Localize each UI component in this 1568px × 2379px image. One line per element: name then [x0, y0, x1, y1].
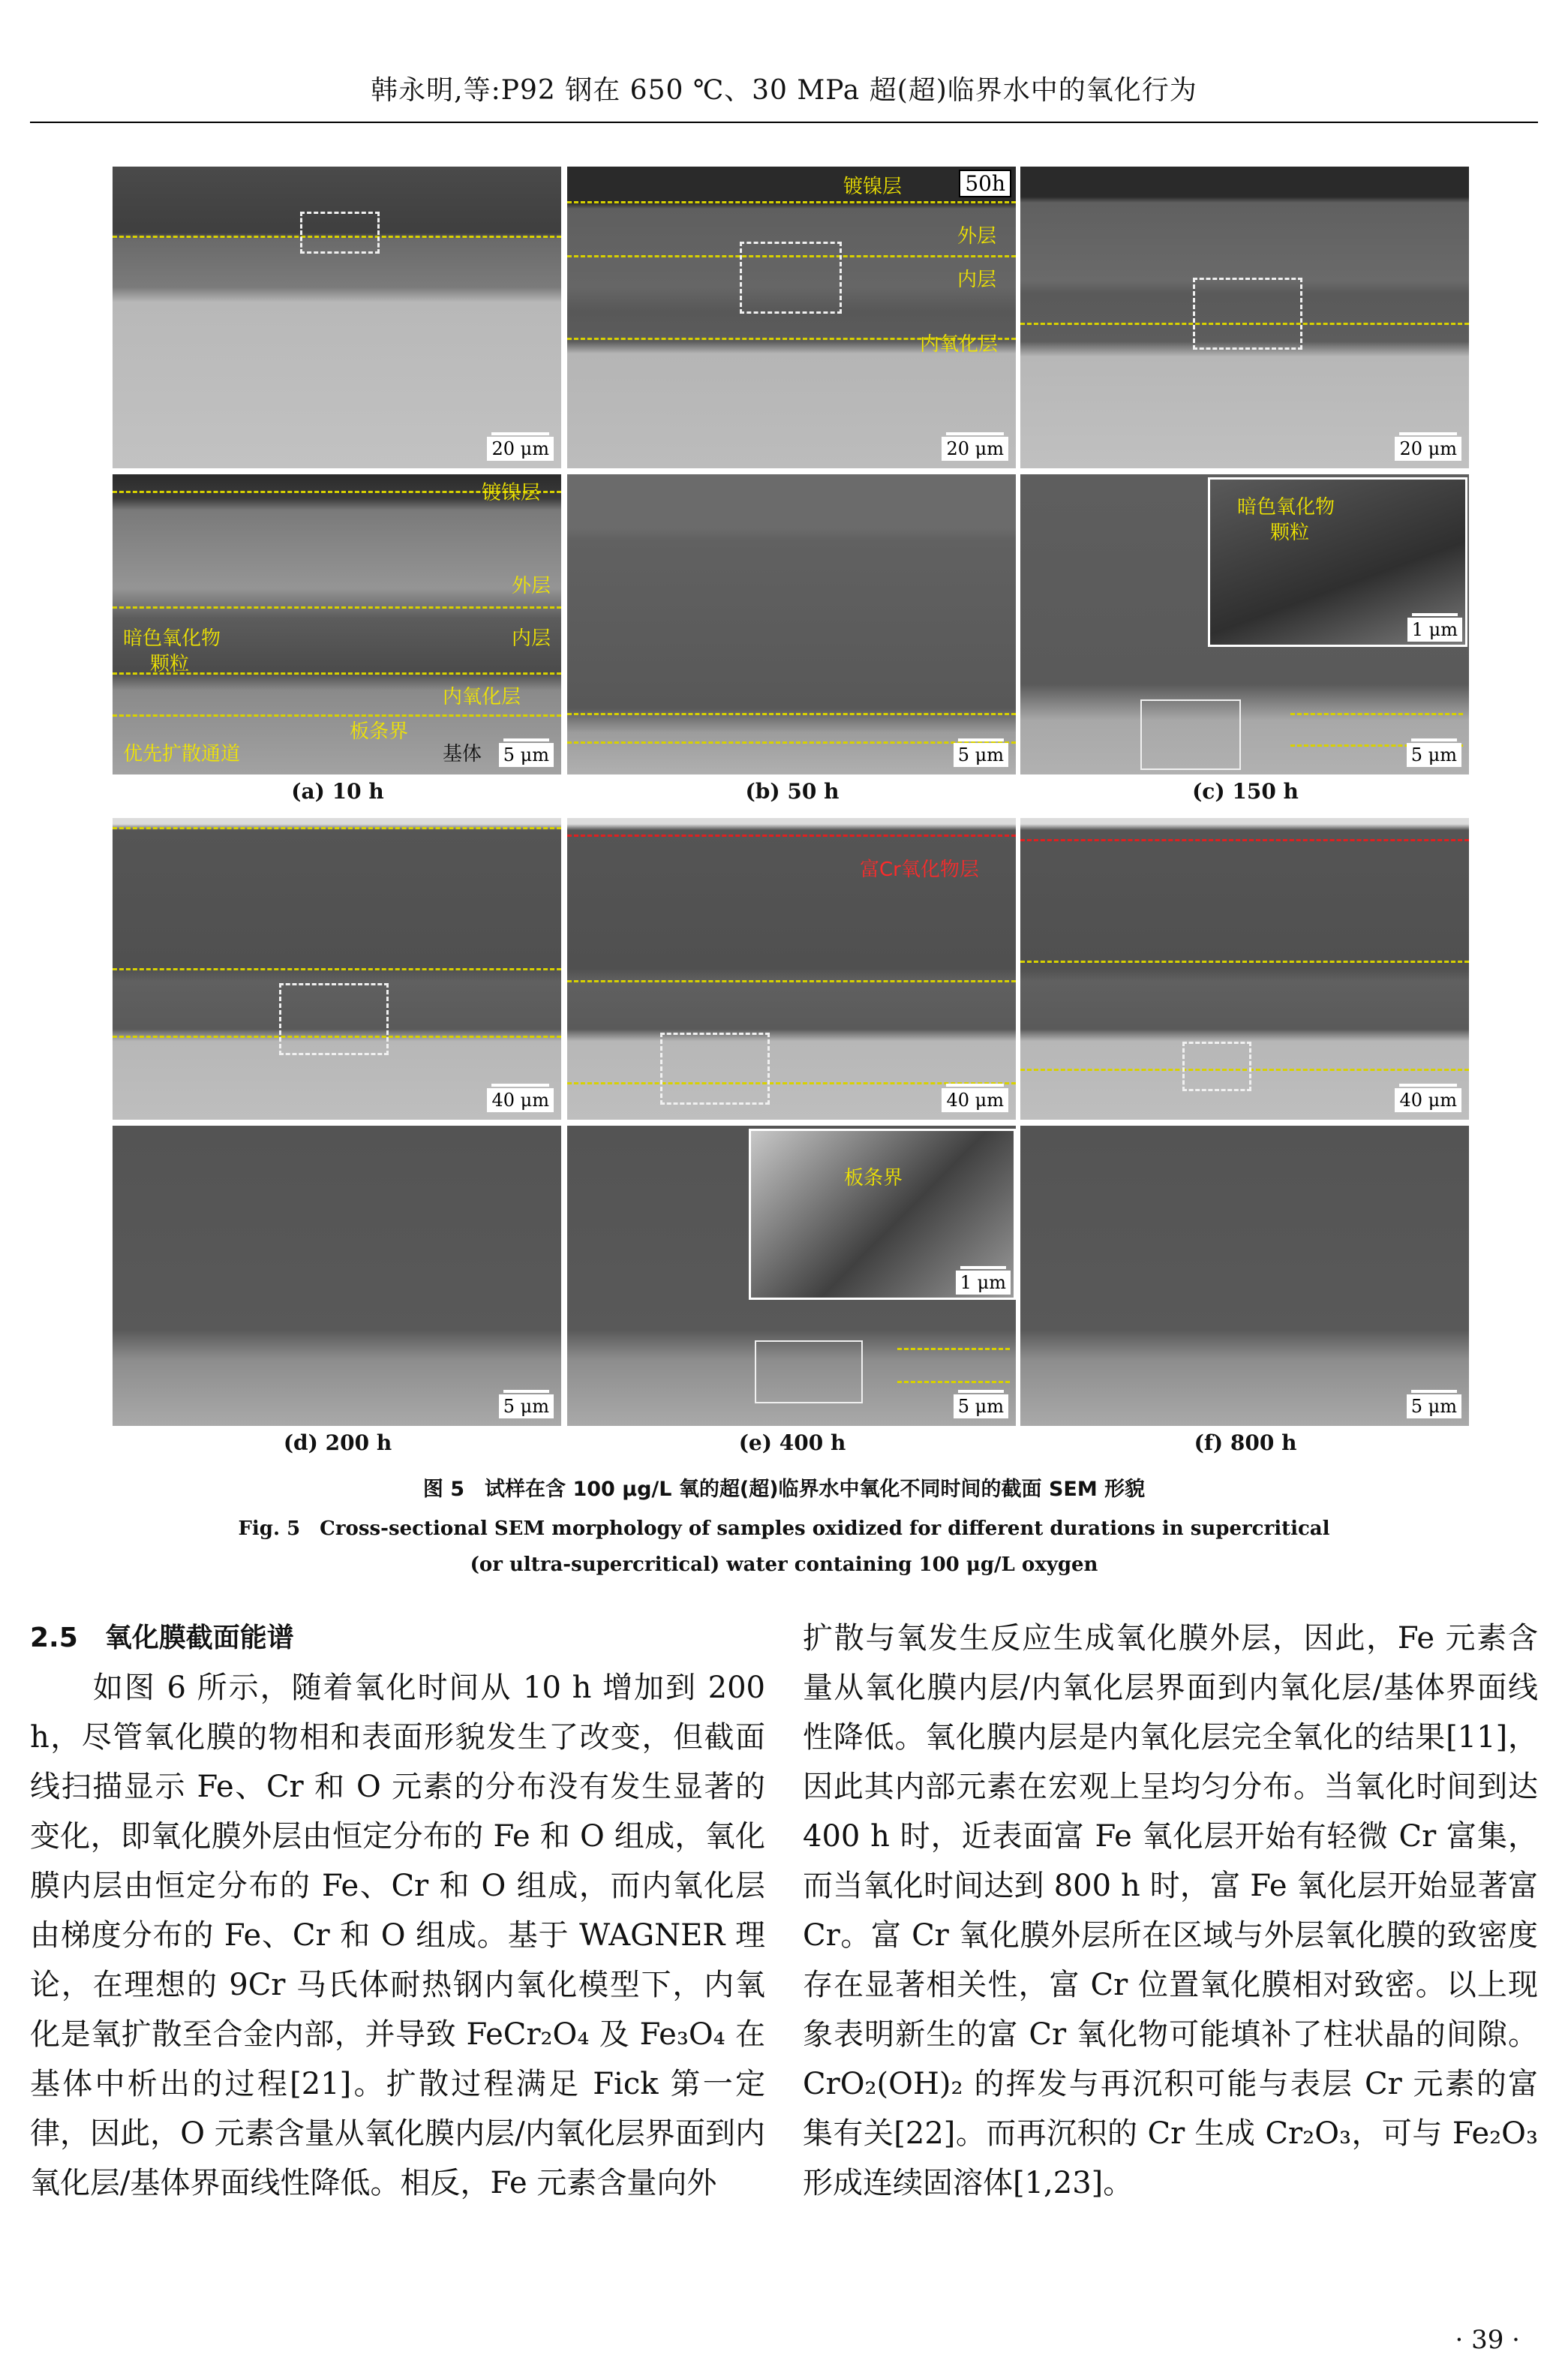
label-internal-oxidation-layer: 内氧化层	[443, 686, 521, 708]
scale-bar: 40 μm	[487, 1088, 554, 1112]
label-lath-boundary: 板条界	[844, 1167, 903, 1190]
caption-b: (b) 50 h	[745, 779, 840, 804]
scale-bar: 40 μm	[1395, 1088, 1461, 1112]
scale-bar: 5 μm	[1407, 1394, 1461, 1418]
label-nickel-layer: 镀镍层	[843, 176, 903, 198]
scale-bar: 5 μm	[954, 1394, 1008, 1418]
panel-a-bottom	[113, 474, 561, 774]
caption-d: (d) 200 h	[283, 1430, 392, 1455]
right-column	[803, 1614, 1538, 2208]
time-tag: 50h	[959, 170, 1011, 197]
label-dark-oxide: 暗色氧化物	[1237, 496, 1335, 519]
label-internal-oxidation-layer: 内氧化层	[920, 333, 999, 356]
panel-f-top	[1020, 818, 1469, 1120]
label-particles: 颗粒	[1270, 522, 1310, 544]
panel-c-top	[1020, 167, 1469, 468]
label-nickel-layer: 镀镍层	[482, 482, 541, 504]
label-outer-layer: 外层	[957, 225, 997, 248]
panel-d-bottom	[113, 1126, 561, 1426]
label-inner-layer: 内层	[957, 269, 997, 291]
label-substrate: 基体	[443, 743, 482, 765]
header-rule	[30, 122, 1538, 123]
page-number: · 39 ·	[1455, 2325, 1520, 2355]
panel-e-bottom	[567, 1126, 1016, 1426]
panel-f-bottom	[1020, 1126, 1469, 1426]
section-heading: 2.5 氧化膜截面能谱	[30, 1623, 294, 1653]
inset-image	[1208, 477, 1467, 647]
figure-caption-en-line2: (or ultra-supercritical) water containing 100 μg/L oxygen	[470, 1553, 1098, 1576]
panel-b-bottom	[567, 474, 1016, 774]
inset-scale-bar: 1 μm	[1407, 618, 1462, 642]
label-dark-oxide: 暗色氧化物	[123, 627, 221, 650]
caption-e: (e) 400 h	[738, 1430, 846, 1455]
panel-e-top	[567, 818, 1016, 1120]
scale-bar: 5 μm	[1407, 743, 1461, 767]
scale-bar: 20 μm	[487, 437, 554, 461]
scale-bar: 40 μm	[942, 1088, 1008, 1112]
scale-bar: 20 μm	[942, 437, 1008, 461]
panel-c-bottom	[1020, 474, 1469, 774]
caption-a: (a) 10 h	[291, 779, 384, 804]
inset-image	[749, 1129, 1016, 1300]
paragraph-right: 扩散与氧发生反应生成氧化膜外层，因此，Fe 元素含量从氧化膜内层/内氧化层界面到内氧化层/基体界面线性降低。氧化膜内层是内氧化层完全氧化的结果[11]，因此其内部元素在宏观上呈均匀分布。当氧化时间到达 400 h 时，近表面富 Fe 氧化层开始有轻微 Cr 富集，而当氧化时间达到 800 h 时，富 Fe 氧化层开始显著富 Cr。富 Cr 氧化膜外层所在区域与外层氧化膜的致密度存在显著相关性，富 Cr 位置氧化膜相对致密。以上现象表明新生的富 Cr 氧化物可能填补了柱状晶的间隙。CrO₂(OH)₂ 的挥发与再沉积可能与表层 Cr 元素的富集有关[22]。而再沉积的 Cr 生成 Cr₂O₃，可与 Fe₂O₃ 形成连续固溶体[1,23]。	[803, 1621, 1538, 2200]
scale-bar: 5 μm	[499, 743, 554, 767]
label-preferential-diffusion-channel: 优先扩散通道	[123, 743, 241, 765]
label-lath-boundary: 板条界	[350, 720, 409, 743]
panel-b-top	[567, 167, 1016, 468]
figure-caption-en-line1: Fig. 5 Cross-sectional SEM morphology of samples oxidized for different durations in supercritical	[238, 1517, 1330, 1540]
panel-d-top	[113, 818, 561, 1120]
inset-scale-bar: 1 μm	[956, 1271, 1011, 1295]
label-inner-layer: 内层	[512, 627, 551, 650]
scale-bar: 5 μm	[499, 1394, 554, 1418]
label-outer-layer: 外层	[512, 575, 551, 597]
figure-caption-cn: 图 5 试样在含 100 μg/L 氧的超(超)临界水中氧化不同时间的截面 SEM 形貌	[422, 1478, 1146, 1501]
label-particles: 颗粒	[150, 653, 190, 675]
label-cr-rich-oxide-layer: 富Cr氧化物层	[860, 859, 979, 881]
scale-bar: 5 μm	[954, 743, 1008, 767]
panel-a-top	[113, 167, 561, 468]
caption-c: (c) 150 h	[1192, 779, 1299, 804]
caption-f: (f) 800 h	[1194, 1430, 1297, 1455]
scale-bar: 20 μm	[1395, 437, 1461, 461]
running-header: 韩永明,等:P92 钢在 650 ℃、30 MPa 超(超)临界水中的氧化行为	[371, 75, 1197, 106]
left-column	[30, 1614, 765, 2208]
paragraph-left: 如图 6 所示，随着氧化时间从 10 h 增加到 200 h，尽管氧化膜的物相和表面形貌发生了改变，但截面线扫描显示 Fe、Cr 和 O 元素的分布没有发生显著的变化，即氧化膜外层由恒定分布的 Fe 和 O 组成，氧化膜内层由恒定分布的 Fe、Cr 和 O 组成，而内氧化层由梯度分布的 Fe、Cr 和 O 组成。基于 WAGNER 理论，在理想的 9Cr 马氏体耐热钢内氧化模型下，内氧化是氧扩散至合金内部，并导致 FeCr₂O₄ 及 Fe₃O₄ 在基体中析出的过程[21]。扩散过程满足 Fick 第一定律，因此，O 元素含量从氧化膜内层/内氧化层界面到内氧化层/基体界面线性降低。相反，Fe 元素含量向外	[30, 1671, 765, 2200]
